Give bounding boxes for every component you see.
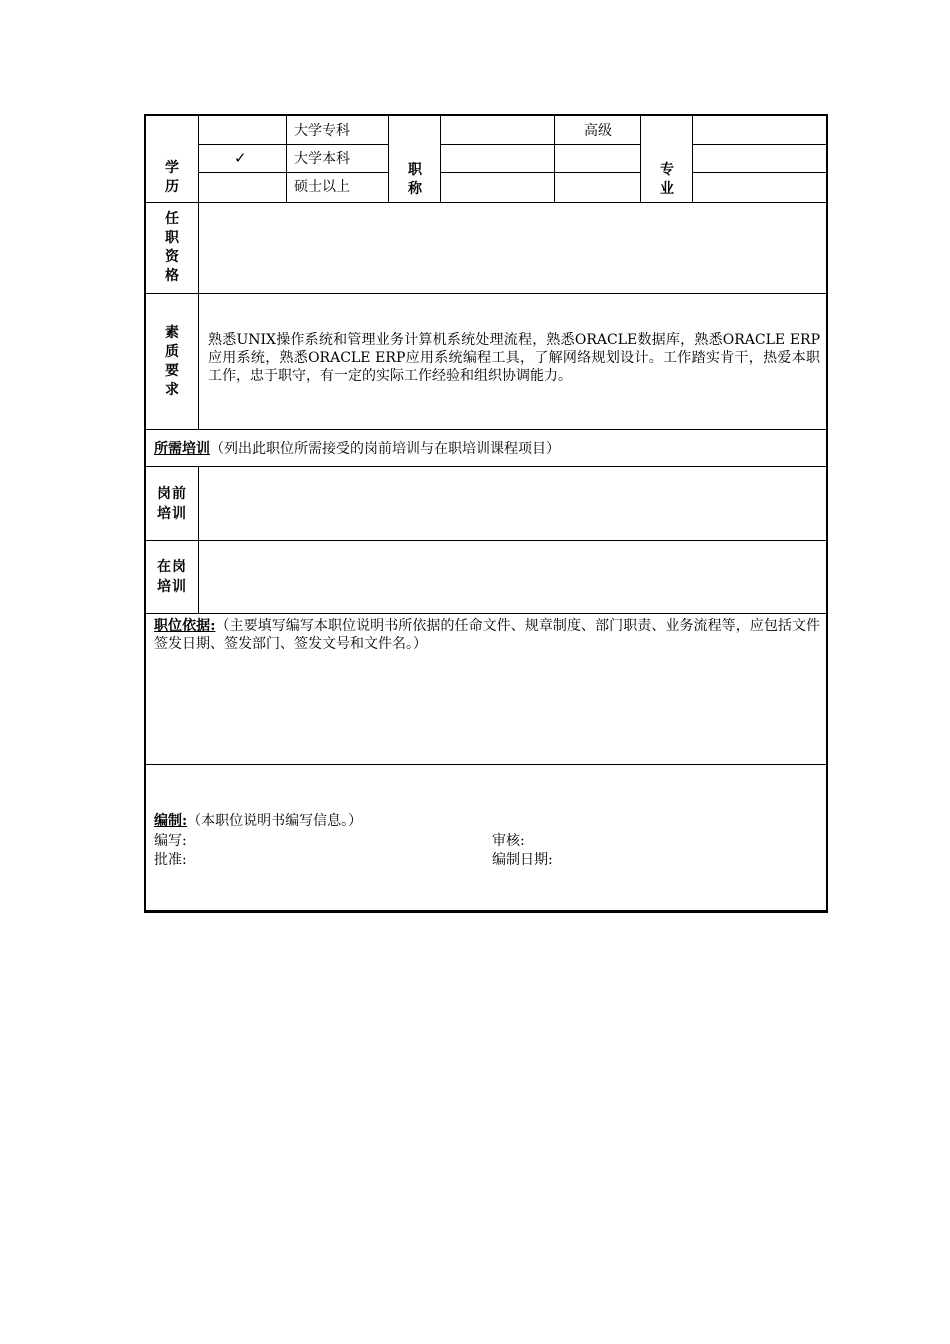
col-divider	[554, 116, 555, 202]
row-divider	[146, 764, 828, 765]
approver-field: 批准:	[154, 852, 187, 868]
compile-heading-line	[154, 812, 362, 830]
check-mark: ✓	[234, 149, 247, 167]
row-divider	[198, 172, 388, 173]
col-divider	[388, 116, 389, 202]
training-heading-line	[154, 440, 560, 458]
row-divider	[692, 144, 828, 145]
education-option: 大学专科	[294, 123, 350, 139]
basis-note: （主要填写编写本职位说明书所依据的任命文件、规章制度、部门职责、业务流程等，应包括文件签发日期、签发部门、签发文号和文件名。）	[154, 618, 821, 652]
row-divider	[146, 613, 828, 614]
row-divider	[146, 540, 828, 541]
education-option: 大学本科	[294, 151, 350, 167]
pre-training-label: 岗前培训	[157, 486, 187, 522]
compile-note: （本职位说明书编写信息。）	[187, 813, 363, 829]
training-note: （列出此职位所需接受的岗前培训与在职培训课程项目）	[210, 441, 560, 457]
quality-text: 熟悉UNIX操作系统和管理业务计算机系统处理流程，熟悉ORACLE数据库，熟悉ORACLE ERP应用系统，熟悉ORACLE ERP应用系统编程工具，了解网络规划设计。工作踏实肯干，热爱本职工作，忠于职守，有一定的实际工作经验和组织协调能力。	[208, 332, 820, 384]
col-divider	[198, 466, 199, 613]
quality-label: 素质要求	[165, 325, 179, 398]
row-divider	[146, 466, 828, 467]
row-divider	[146, 429, 828, 430]
row-divider	[146, 293, 828, 294]
row-divider	[146, 910, 828, 911]
compile-date-field: 编制日期:	[492, 852, 553, 868]
col-divider	[286, 116, 287, 202]
row-divider	[692, 172, 828, 173]
col-divider	[198, 116, 199, 429]
on-job-training-label: 在岗培训	[157, 559, 187, 595]
job-description-table	[144, 114, 828, 913]
major-label: 专业	[660, 162, 674, 197]
row-divider	[440, 172, 640, 173]
reviewer-field: 审核:	[492, 833, 525, 849]
basis-block	[154, 617, 820, 653]
col-divider	[440, 116, 441, 202]
education-label: 学历	[165, 160, 179, 195]
compile-heading: 编制:	[154, 813, 188, 829]
row-divider	[198, 144, 388, 145]
education-option: 硕士以上	[294, 179, 350, 195]
basis-heading: 职位依据:	[154, 618, 216, 634]
qualification-label: 任职资格	[165, 211, 179, 284]
col-divider	[692, 116, 693, 202]
title-label: 职称	[408, 162, 422, 197]
col-divider	[640, 116, 641, 202]
training-heading: 所需培训	[154, 441, 210, 457]
row-divider	[440, 144, 640, 145]
writer-field: 编写:	[154, 833, 187, 849]
row-divider	[146, 202, 828, 203]
title-level: 高级	[584, 123, 612, 139]
